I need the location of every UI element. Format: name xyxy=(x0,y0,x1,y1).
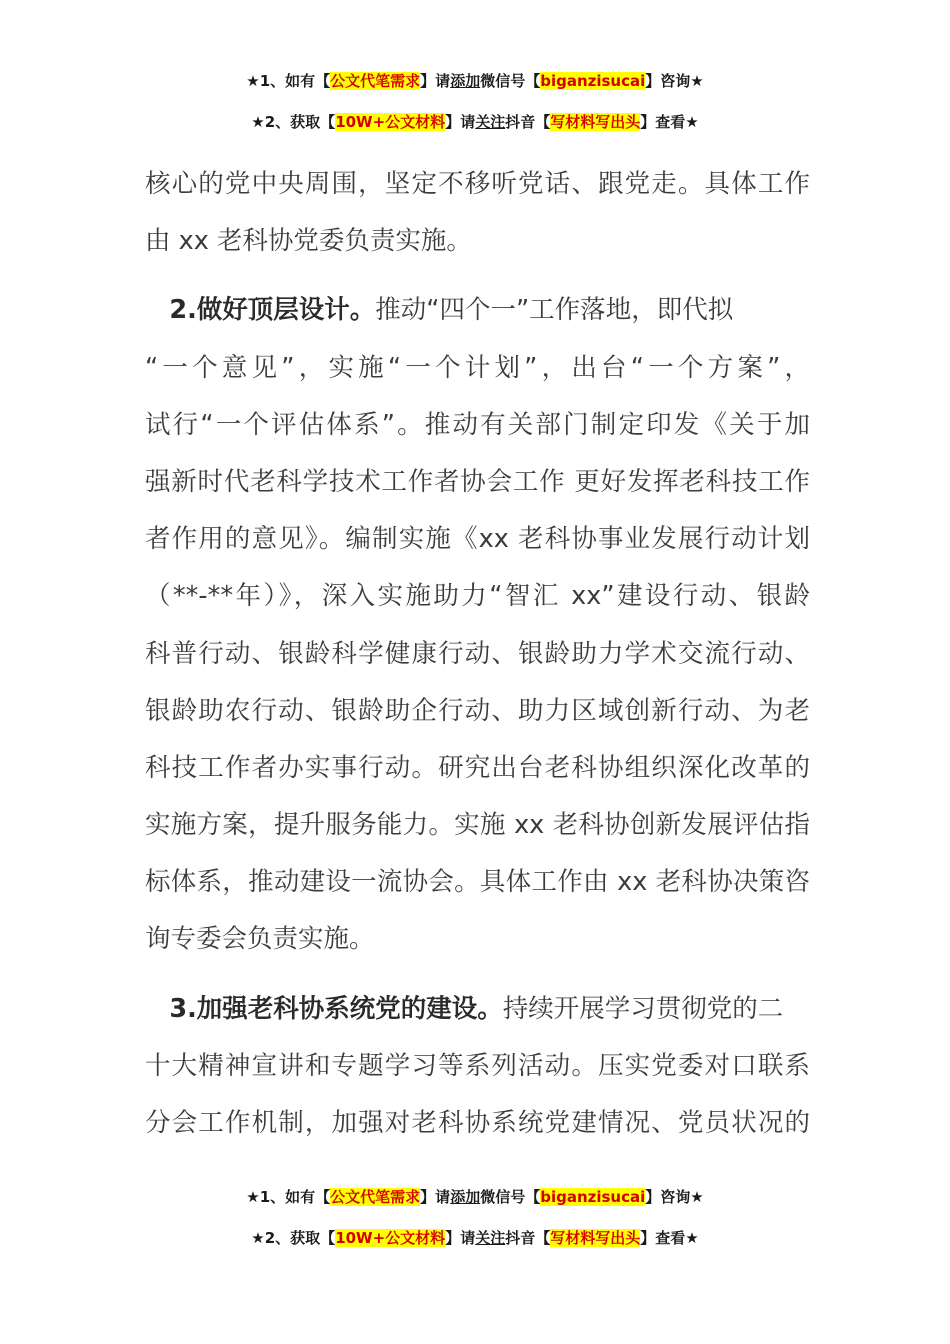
highlight-wechat-id: biganzisucai xyxy=(540,1188,646,1206)
body-line: 者作用的意见》。编制实施《xx 老科协事业发展行动计划 xyxy=(145,524,810,555)
paragraph-gap xyxy=(145,969,810,981)
highlight-service: 公文代笔需求 xyxy=(330,72,421,90)
body-line: 试行“一个评估体系”。推动有关部门制定印发《关于加 xyxy=(145,409,810,440)
footer-notice-line-2 xyxy=(0,1227,950,1248)
header-notice-line-2 xyxy=(0,111,950,132)
section-heading: 2.做好顶层设计。 xyxy=(169,295,376,326)
underlined-text: 关注 xyxy=(475,113,506,131)
highlight-materials: 10W+公文材料 xyxy=(335,1229,446,1247)
notice-text: ★1、如有【 xyxy=(246,1188,331,1206)
body-line: 十大精神宣讲和专题学习等系列活动。压实党委对口联系 xyxy=(145,1050,810,1081)
notice-text: 微信号【 xyxy=(480,72,541,90)
paragraph-first-line xyxy=(145,981,810,1038)
notice-text: 】请 xyxy=(420,1188,451,1206)
body-line: 由 xx 老科协党委负责实施。 xyxy=(145,226,472,257)
notice-text: 抖音【 xyxy=(505,113,551,131)
notice-text: 微信号【 xyxy=(480,1188,541,1206)
section-heading: 3.加强老科协系统党的建设。 xyxy=(169,993,503,1024)
underlined-text: 添加 xyxy=(450,1188,481,1206)
body-line: 强新时代老科学技术工作者协会工作 更好发挥老科技工作 xyxy=(145,466,810,497)
notice-text: ★2、获取【 xyxy=(251,1229,336,1247)
header-notice-line-1 xyxy=(0,70,950,91)
body-line: 实施方案，提升服务能力。实施 xx 老科协创新发展评估指 xyxy=(145,810,810,841)
body-line: 询专委会负责实施。 xyxy=(145,924,375,955)
body-line: （**-**年）》，深入实施助力“智汇 xx”建设行动、银龄 xyxy=(145,581,810,612)
underlined-text: 添加 xyxy=(450,72,481,90)
highlight-douyin: 写材料写出头 xyxy=(550,1229,641,1247)
footer-notice-line-1 xyxy=(0,1186,950,1207)
highlight-wechat-id: biganzisucai xyxy=(540,72,646,90)
notice-text: 】请 xyxy=(420,72,451,90)
body-line: “一个意见”，实施“一个计划”，出台“一个方案”， xyxy=(145,352,810,383)
underlined-text: 关注 xyxy=(475,1229,506,1247)
notice-text: 】请 xyxy=(445,113,476,131)
highlight-douyin: 写材料写出头 xyxy=(550,113,641,131)
notice-text: 抖音【 xyxy=(505,1229,551,1247)
body-line: 科技工作者办实事行动。研究出台老科协组织深化改革的 xyxy=(145,752,810,783)
notice-text: 】咨询★ xyxy=(645,1188,704,1206)
body-line: 分会工作机制，加强对老科协系统党建情况、党员状况的 xyxy=(145,1108,810,1138)
paragraph-gap xyxy=(145,270,810,282)
notice-text: 】查看★ xyxy=(640,1229,699,1247)
body-line: 银龄助农行动、银龄助企行动、助力区域创新行动、为老 xyxy=(145,695,810,726)
body-line: 核心的党中央周围，坚定不移听党话、跟党走。具体工作 xyxy=(145,169,810,199)
notice-text: 】咨询★ xyxy=(645,72,704,90)
paragraph-first-line xyxy=(145,282,810,339)
notice-text: 】查看★ xyxy=(640,113,699,131)
body-line: 科普行动、银龄科学健康行动、银龄助力学术交流行动、 xyxy=(145,638,810,669)
notice-text: ★2、获取【 xyxy=(251,113,336,131)
body-text: 推动“四个一”工作落地，即代拟 xyxy=(375,295,734,326)
highlight-materials: 10W+公文材料 xyxy=(335,113,446,131)
highlight-service: 公文代笔需求 xyxy=(330,1188,421,1206)
document-body xyxy=(145,156,810,1152)
body-line: 标体系，推动建设一流协会。具体工作由 xx 老科协决策咨 xyxy=(145,867,810,898)
body-text: 持续开展学习贯彻党的二 xyxy=(502,993,784,1024)
notice-text: 】请 xyxy=(445,1229,476,1247)
notice-text: ★1、如有【 xyxy=(246,72,331,90)
